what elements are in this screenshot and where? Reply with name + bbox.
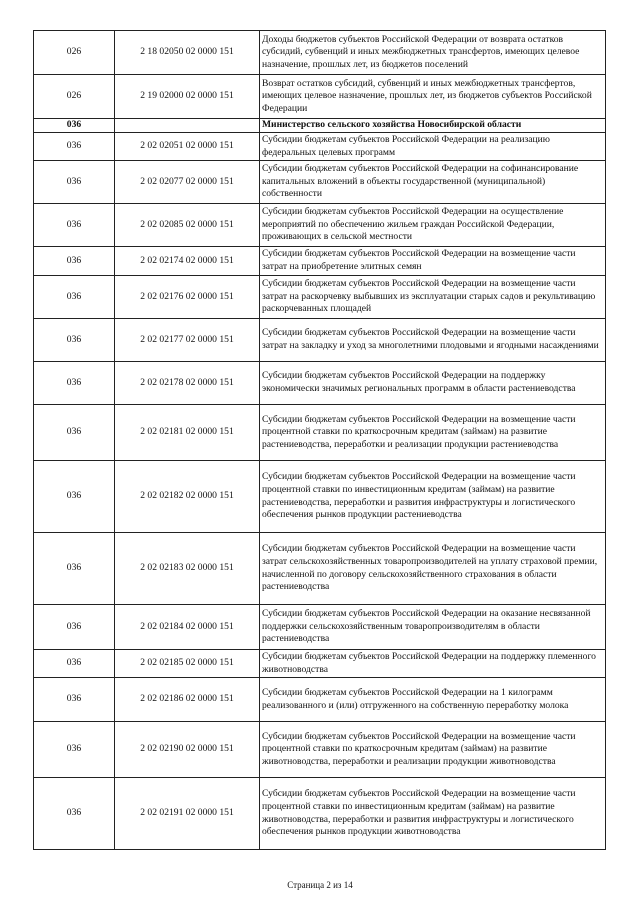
table-row: [34, 161, 606, 204]
description-cell: Субсидии бюджетам субъектов Российской Федерации на возмещение части процентной ставки по инвестиционным кредитам (займам) на развитие растениеводства, переработки и развития инфраструктуры и логистического обеспечения рынков продукции растениеводства: [260, 461, 606, 533]
description-cell: Субсидии бюджетам субъектов Российской Федерации на поддержку племенного животноводства: [260, 650, 606, 678]
admin-code-cell: 026: [34, 31, 115, 75]
table-row: [34, 533, 606, 605]
income-code-cell: 2 02 02176 02 0000 151: [115, 276, 260, 319]
income-code-cell: 2 02 02178 02 0000 151: [115, 362, 260, 405]
admin-code-cell: 036: [34, 405, 115, 461]
section-header-row: [34, 119, 606, 133]
admin-code-cell: 036: [34, 133, 115, 161]
admin-code-cell: 036: [34, 161, 115, 204]
admin-code-cell: 036: [34, 605, 115, 650]
description-cell: Субсидии бюджетам субъектов Российской Федерации на поддержку экономически значимых региональных программ в области растениеводства: [260, 362, 606, 405]
table-row: [34, 319, 606, 362]
description-cell: Субсидии бюджетам субъектов Российской Федерации на софинансирование капитальных вложений в объекты государственной (муниципальной) собственности: [260, 161, 606, 204]
description-cell: Субсидии бюджетам субъектов Российской Федерации на оказание несвязанной поддержки сельскохозяйственным товаропроизводителям в области растениеводства: [260, 605, 606, 650]
income-code-cell: 2 19 02000 02 0000 151: [115, 75, 260, 119]
income-code-cell: 2 02 02185 02 0000 151: [115, 650, 260, 678]
table-row: [34, 276, 606, 319]
admin-code-cell: 036: [34, 778, 115, 850]
income-code-cell: 2 02 02183 02 0000 151: [115, 533, 260, 605]
table-row: [34, 31, 606, 75]
page-footer: Страница 2 из 14: [287, 880, 353, 890]
description-cell: Субсидии бюджетам субъектов Российской Федерации на осуществление мероприятий по обеспечению жильем граждан Российской Федерации, проживающих в сельской местности: [260, 204, 606, 247]
admin-code-cell: 036: [34, 533, 115, 605]
income-code-cell: 2 02 02184 02 0000 151: [115, 605, 260, 650]
description-cell: Доходы бюджетов субъектов Российской Федерации от возврата остатков субсидий, субвенций и иных межбюджетных трансфертов, имеющих целевое назначение, прошлых лет, из бюджетов поселений: [260, 31, 606, 75]
table-row: [34, 75, 606, 119]
admin-code-cell: 036: [34, 650, 115, 678]
income-code-cell: 2 02 02077 02 0000 151: [115, 161, 260, 204]
income-code-cell: 2 02 02186 02 0000 151: [115, 678, 260, 722]
income-code-cell: 2 18 02050 02 0000 151: [115, 31, 260, 75]
admin-code-cell: 036: [34, 319, 115, 362]
admin-code-cell: 036: [34, 119, 115, 133]
admin-code-cell: 036: [34, 678, 115, 722]
table-row: [34, 247, 606, 276]
description-cell: Субсидии бюджетам субъектов Российской Федерации на 1 килограмм реализованного и (или) отгруженного на собственную переработку молока: [260, 678, 606, 722]
table-row: [34, 650, 606, 678]
income-code-cell: 2 02 02174 02 0000 151: [115, 247, 260, 276]
description-cell: Субсидии бюджетам субъектов Российской Федерации на возмещение части затрат на закладку и уход за многолетними плодовыми и ягодными насаждениями: [260, 319, 606, 362]
table-row: [34, 133, 606, 161]
admin-code-cell: 036: [34, 362, 115, 405]
table-row: [34, 722, 606, 778]
description-cell: Субсидии бюджетам субъектов Российской Федерации на возмещение части процентной ставки по краткосрочным кредитам (займам) на развитие животноводства, переработки и реализации продукции животноводства: [260, 722, 606, 778]
table-body: [34, 31, 606, 850]
admin-code-cell: 036: [34, 204, 115, 247]
income-code-cell: 2 02 02191 02 0000 151: [115, 778, 260, 850]
admin-code-cell: 036: [34, 276, 115, 319]
income-code-cell: 2 02 02190 02 0000 151: [115, 722, 260, 778]
description-cell: Субсидии бюджетам субъектов Российской Федерации на возмещение части процентной ставки по инвестиционным кредитам (займам) на развитие животноводства, переработки и развития инфраструктуры и логистического обеспечения рынков продукции животноводства: [260, 778, 606, 850]
description-cell: Министерство сельского хозяйства Новосибирской области: [260, 119, 606, 133]
description-cell: Субсидии бюджетам субъектов Российской Федерации на реализацию федеральных целевых программ: [260, 133, 606, 161]
admin-code-cell: 036: [34, 722, 115, 778]
income-code-cell: 2 02 02177 02 0000 151: [115, 319, 260, 362]
income-code-cell: 2 02 02182 02 0000 151: [115, 461, 260, 533]
budget-classification-table: [33, 30, 606, 850]
income-code-cell: [115, 119, 260, 133]
admin-code-cell: 036: [34, 247, 115, 276]
income-code-cell: 2 02 02085 02 0000 151: [115, 204, 260, 247]
description-cell: Субсидии бюджетам субъектов Российской Федерации на возмещение части процентной ставки по краткосрочным кредитам (займам) на развитие растениеводства, переработки и реализации продукции растениеводства: [260, 405, 606, 461]
table-row: [34, 204, 606, 247]
admin-code-cell: 036: [34, 461, 115, 533]
income-code-cell: 2 02 02181 02 0000 151: [115, 405, 260, 461]
table-row: [34, 362, 606, 405]
description-cell: Возврат остатков субсидий, субвенций и иных межбюджетных трансфертов, имеющих целевое назначение, прошлых лет, из бюджетов субъектов Российской Федерации: [260, 75, 606, 119]
table-row: [34, 461, 606, 533]
description-cell: Субсидии бюджетам субъектов Российской Федерации на возмещение части затрат сельскохозяйственных товаропроизводителей на уплату страховой премии, начисленной по договору сельскохозяйственного страхования в области растениеводства: [260, 533, 606, 605]
table-row: [34, 778, 606, 850]
description-cell: Субсидии бюджетам субъектов Российской Федерации на возмещение части затрат на раскорчевку выбывших из эксплуатации старых садов и рекультивацию раскорчеванных площадей: [260, 276, 606, 319]
admin-code-cell: 026: [34, 75, 115, 119]
income-code-cell: 2 02 02051 02 0000 151: [115, 133, 260, 161]
description-cell: Субсидии бюджетам субъектов Российской Федерации на возмещение части затрат на приобретение элитных семян: [260, 247, 606, 276]
table-row: [34, 405, 606, 461]
table-row: [34, 678, 606, 722]
table-row: [34, 605, 606, 650]
